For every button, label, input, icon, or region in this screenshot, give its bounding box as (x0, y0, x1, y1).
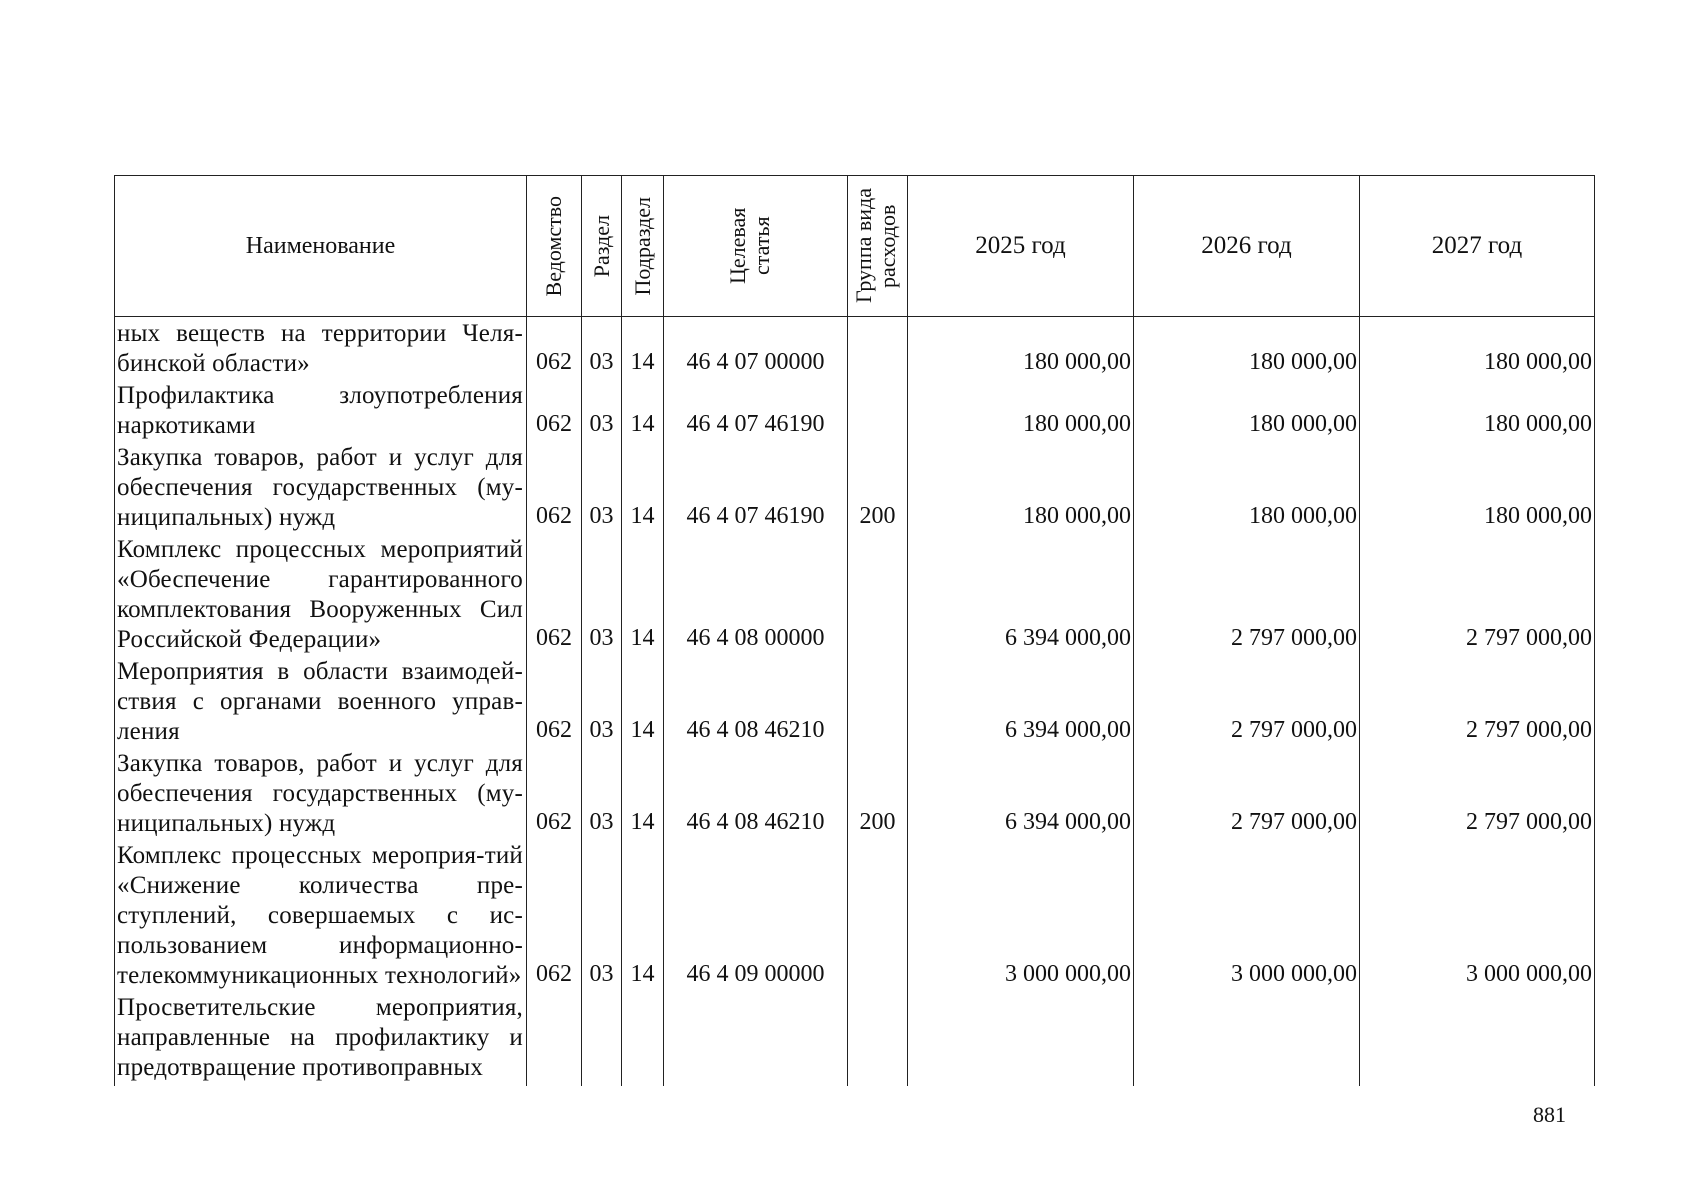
row-subsection: 14 (622, 839, 664, 991)
row-article (664, 991, 848, 1086)
row-name: Комплекс процессных мероприятий «Обеспечение гарантированного комплектования Вооруженных Сил Российской Федерации» (115, 533, 527, 655)
row-subsection: 14 (622, 317, 664, 380)
row-article: 46 4 07 46190 (664, 379, 848, 441)
row-subsection: 14 (622, 533, 664, 655)
row-article: 46 4 07 46190 (664, 441, 848, 533)
row-dept: 062 (527, 839, 582, 991)
row-name: ных веществ на территории Челя-бинской области» (115, 317, 527, 380)
header-subsection: Подраздел (622, 176, 664, 317)
header-2027: 2027 год (1360, 176, 1595, 317)
header-section: Раздел (582, 176, 622, 317)
row-name: Закупка товаров, работ и услуг для обеспечения государственных (му-ниципальных) нужд (115, 441, 527, 533)
row-2025: 180 000,00 (908, 379, 1134, 441)
row-section: 03 (582, 655, 622, 747)
row-dept: 062 (527, 317, 582, 380)
row-dept: 062 (527, 379, 582, 441)
header-expense-group: Группа вида расходов (848, 176, 908, 317)
row-2025: 6 394 000,00 (908, 655, 1134, 747)
row-2027: 2 797 000,00 (1360, 747, 1595, 839)
budget-table (114, 175, 1595, 1086)
table-row (115, 533, 1595, 655)
row-2027 (1360, 991, 1595, 1086)
row-subsection: 14 (622, 655, 664, 747)
row-section: 03 (582, 441, 622, 533)
row-section: 03 (582, 317, 622, 380)
row-2026: 180 000,00 (1134, 317, 1360, 380)
row-section: 03 (582, 747, 622, 839)
row-article: 46 4 08 00000 (664, 533, 848, 655)
row-dept: 062 (527, 655, 582, 747)
row-subsection: 14 (622, 441, 664, 533)
table-body (115, 317, 1595, 1087)
row-section: 03 (582, 533, 622, 655)
budget-table-container (114, 175, 1594, 1086)
row-2025: 6 394 000,00 (908, 533, 1134, 655)
row-group (848, 655, 908, 747)
row-2026: 2 797 000,00 (1134, 747, 1360, 839)
table-row (115, 839, 1595, 991)
table-row (115, 317, 1595, 380)
row-name: Комплекс процессных мероприя-тий «Снижение количества пре-ступлений, совершаемых с ис-пользованием информационно-телекоммуникационных технологий» (115, 839, 527, 991)
table-row (115, 991, 1595, 1086)
row-name: Закупка товаров, работ и услуг для обеспечения государственных (му-ниципальных) нужд (115, 747, 527, 839)
header-2025: 2025 год (908, 176, 1134, 317)
row-dept: 062 (527, 747, 582, 839)
row-article: 46 4 08 46210 (664, 655, 848, 747)
row-2027: 180 000,00 (1360, 317, 1595, 380)
row-2025: 6 394 000,00 (908, 747, 1134, 839)
table-row (115, 441, 1595, 533)
row-article: 46 4 09 00000 (664, 839, 848, 991)
row-2025: 180 000,00 (908, 441, 1134, 533)
table-row (115, 379, 1595, 441)
row-2026: 3 000 000,00 (1134, 839, 1360, 991)
row-group: 200 (848, 441, 908, 533)
row-dept (527, 991, 582, 1086)
row-article: 46 4 08 46210 (664, 747, 848, 839)
row-group: 200 (848, 747, 908, 839)
row-2027: 3 000 000,00 (1360, 839, 1595, 991)
row-group (848, 533, 908, 655)
table-row (115, 655, 1595, 747)
row-2027: 180 000,00 (1360, 441, 1595, 533)
row-section: 03 (582, 839, 622, 991)
table-header (115, 176, 1595, 317)
row-group (848, 317, 908, 380)
row-2027: 2 797 000,00 (1360, 533, 1595, 655)
row-group (848, 379, 908, 441)
row-2025: 180 000,00 (908, 317, 1134, 380)
row-article: 46 4 07 00000 (664, 317, 848, 380)
row-2026: 180 000,00 (1134, 379, 1360, 441)
row-group (848, 839, 908, 991)
row-section (582, 991, 622, 1086)
row-group (848, 991, 908, 1086)
table-row (115, 747, 1595, 839)
page-number: 881 (1533, 1102, 1566, 1127)
row-2025: 3 000 000,00 (908, 839, 1134, 991)
header-2026: 2026 год (1134, 176, 1360, 317)
row-name: Мероприятия в области взаимодей-ствия с органами военного управ-ления (115, 655, 527, 747)
row-dept: 062 (527, 533, 582, 655)
row-2027: 2 797 000,00 (1360, 655, 1595, 747)
row-name: Профилактика злоупотребления наркотиками (115, 379, 527, 441)
row-2026: 2 797 000,00 (1134, 655, 1360, 747)
row-name: Просветительские мероприятия, направленные на профилактику и предотвращение противоправных (115, 991, 527, 1086)
row-section: 03 (582, 379, 622, 441)
row-dept: 062 (527, 441, 582, 533)
row-subsection: 14 (622, 379, 664, 441)
row-2025 (908, 991, 1134, 1086)
row-2026: 2 797 000,00 (1134, 533, 1360, 655)
header-dept: Ведомство (527, 176, 582, 317)
row-subsection: 14 (622, 747, 664, 839)
row-2026: 180 000,00 (1134, 441, 1360, 533)
row-subsection (622, 991, 664, 1086)
row-2026 (1134, 991, 1360, 1086)
header-target-article: Целевая статья (664, 176, 848, 317)
header-name: Наименование (115, 176, 527, 317)
row-2027: 180 000,00 (1360, 379, 1595, 441)
